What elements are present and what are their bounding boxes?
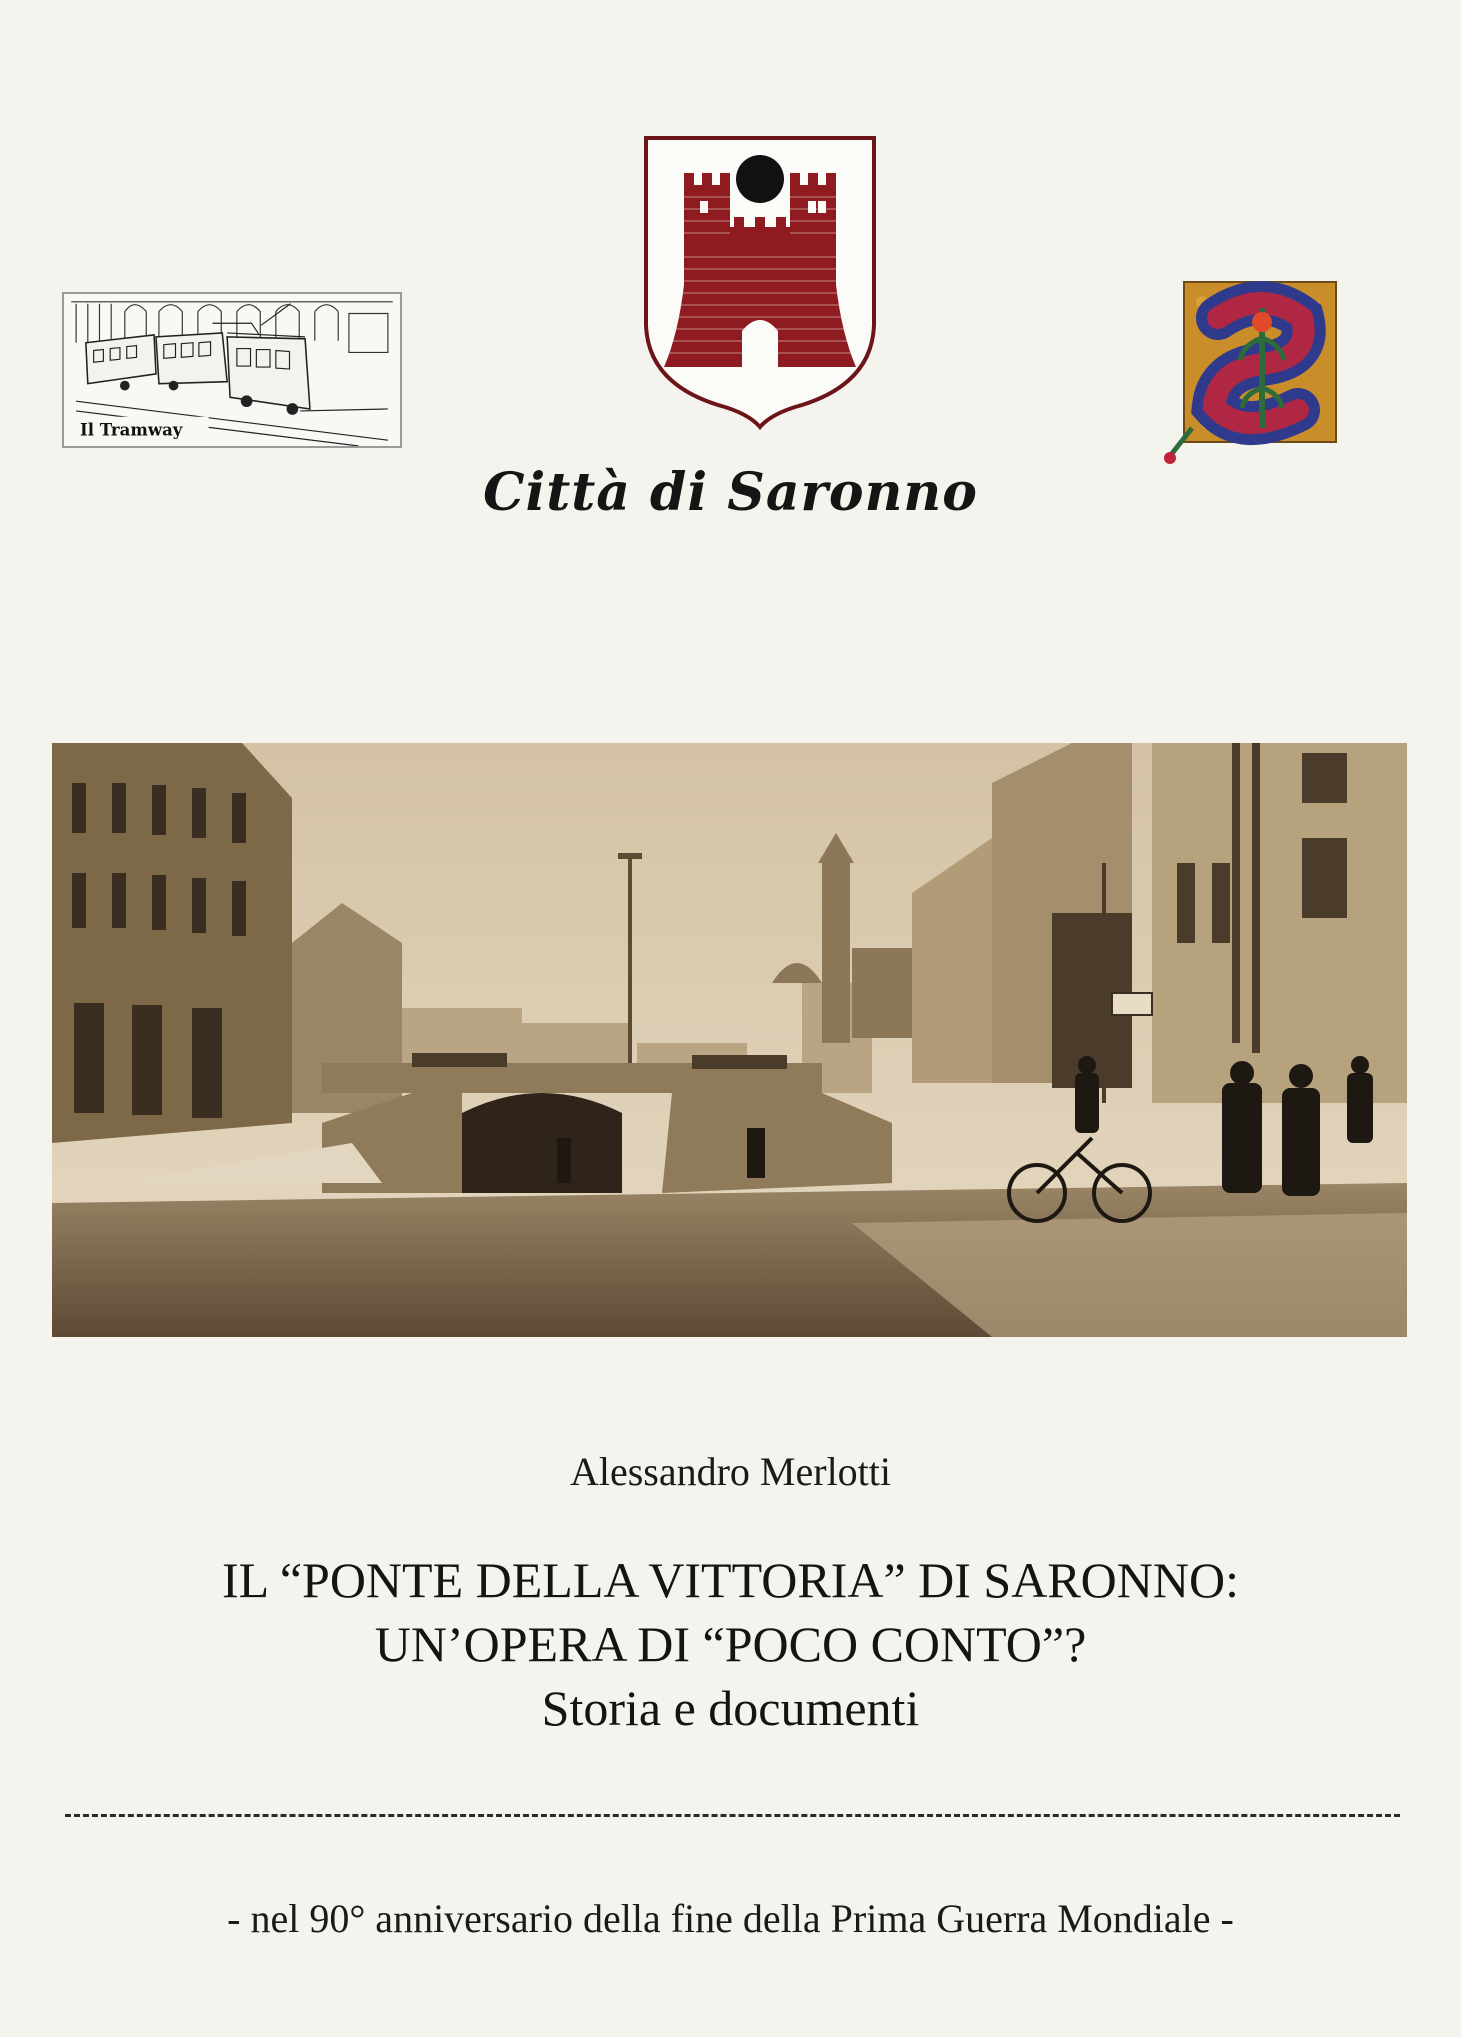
book-title	[0, 1548, 1461, 1740]
tramway-caption: Il Tramway	[80, 419, 183, 440]
tram-drawing-icon	[64, 294, 400, 446]
coat-of-arms	[642, 135, 878, 430]
subtitle: Storia e documenti	[541, 1680, 920, 1736]
illuminated-letter-icon	[1162, 278, 1340, 466]
dashed-divider	[65, 1814, 1400, 1817]
illuminated-initial	[1162, 278, 1340, 466]
tramway-logo	[62, 292, 402, 448]
bridge-photo-illustration	[52, 743, 1407, 1337]
city-name: Città di Saronno	[483, 462, 978, 523]
castle-shield-icon	[642, 135, 878, 430]
initial-letter: S	[1162, 278, 1163, 279]
historic-street-photo	[52, 743, 1407, 1337]
author-name: Alessandro Merlotti	[569, 1449, 892, 1494]
title-line-2: UN’OPERA DI “POCO CONTO”?	[374, 1616, 1087, 1672]
title-line-1: IL “PONTE DELLA VITTORIA” DI SARONNO:	[221, 1552, 1240, 1608]
anniversary-note: - nel 90° anniversario della fine della Prima Guerra Mondiale -	[227, 1896, 1234, 1941]
